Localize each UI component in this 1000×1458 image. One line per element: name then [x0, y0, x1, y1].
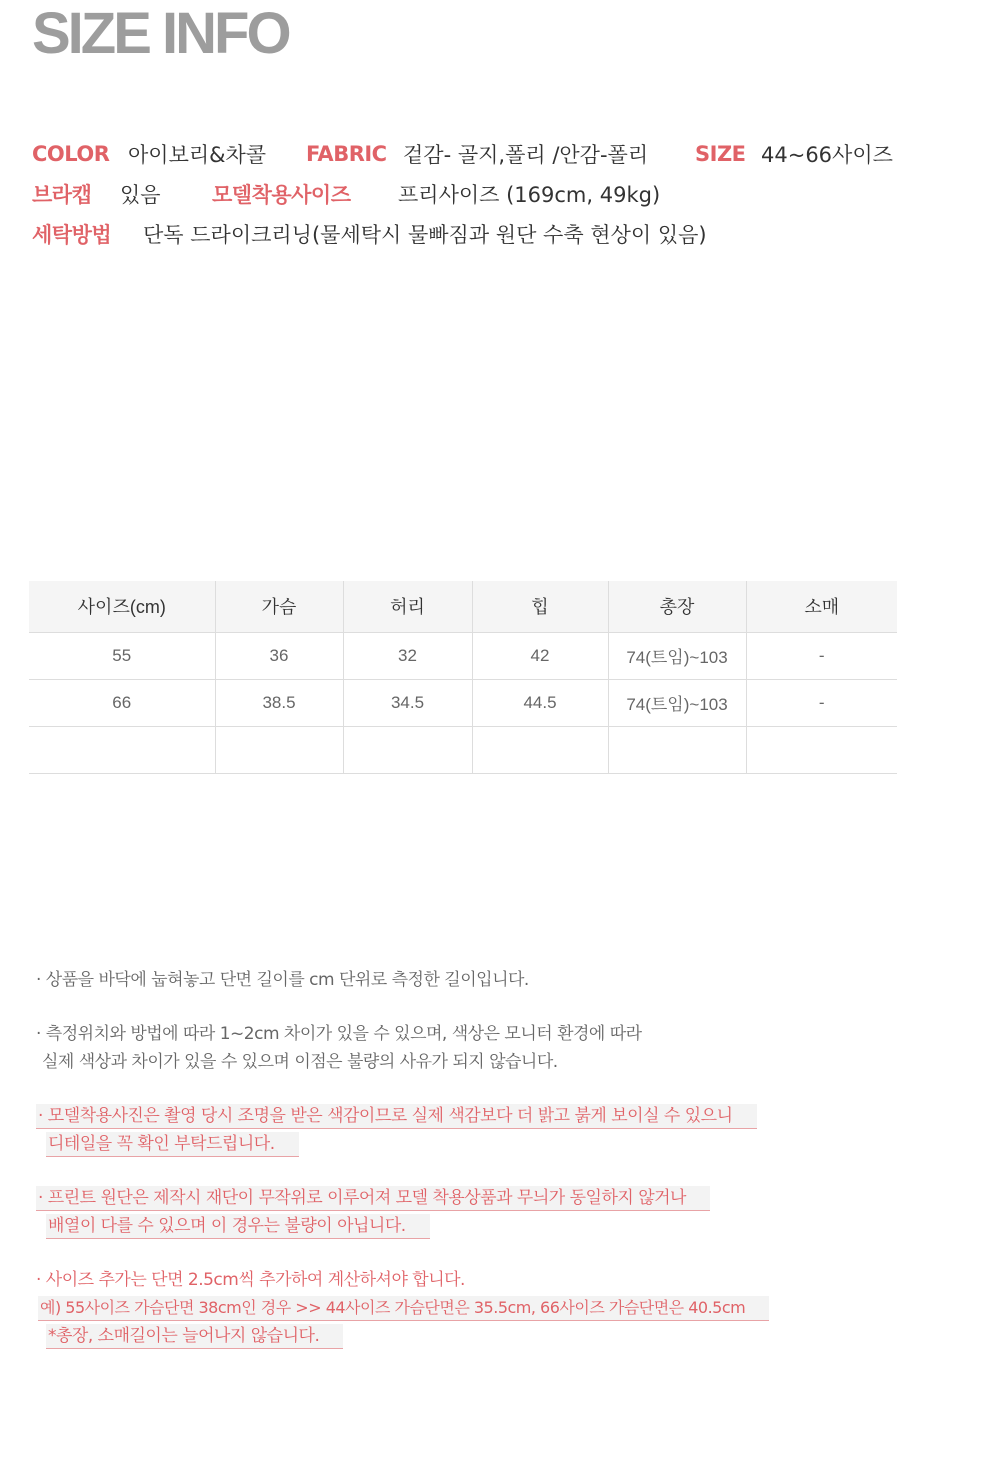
model-size-value: 프리사이즈 (169cm, 49kg)	[398, 183, 661, 207]
table-cell: 55	[29, 632, 215, 679]
table-cell	[608, 726, 746, 773]
info-line-1	[32, 138, 893, 170]
table-cell: 36	[215, 632, 343, 679]
note-print-fabric-text: · 프린트 원단은 제작시 재단이 무작위로 이루어져 모델 착용상품과 무늬가 동일하지 않거나	[36, 1186, 710, 1211]
table-cell: 38.5	[215, 679, 343, 726]
note-length-sleeve	[36, 1322, 769, 1350]
note-tolerance-cont: 실제 색상과 차이가 있을 수 있으며 이점은 불량의 사유가 되지 않습니다.	[42, 1052, 558, 1072]
bra-cap-value: 있음	[120, 183, 161, 207]
table-row	[29, 679, 897, 726]
size-table	[29, 581, 897, 774]
table-cell	[29, 726, 215, 773]
note-tolerance: · 측정위치와 방법에 따라 1~2cm 차이가 있을 수 있으며, 색상은 모니터 환경에 따라	[36, 1024, 642, 1044]
note-print-fabric-cont	[36, 1212, 769, 1240]
size-label: SIZE	[695, 142, 746, 166]
table-cell	[746, 726, 897, 773]
table-row	[29, 632, 897, 679]
header-hip: 힙	[472, 581, 608, 632]
note-model-photo	[36, 1102, 769, 1130]
color-label: COLOR	[32, 142, 110, 166]
table-header-row	[29, 581, 897, 632]
header-waist: 허리	[343, 581, 472, 632]
info-line-3	[32, 218, 707, 250]
note-size-example	[36, 1294, 769, 1322]
header-length: 총장	[608, 581, 746, 632]
bra-cap-label: 브라캡	[32, 183, 92, 207]
model-size-label: 모델착용사이즈	[212, 183, 351, 207]
wash-label: 세탁방법	[32, 223, 112, 247]
table-row	[29, 726, 897, 773]
table-cell: 74(트임)~103	[608, 632, 746, 679]
fabric-value: 겉감- 골지,폴리 /안감-폴리	[403, 143, 649, 167]
table-cell: 42	[472, 632, 608, 679]
table-cell	[343, 726, 472, 773]
table-cell: 66	[29, 679, 215, 726]
note-measurement: · 상품을 바닥에 눕혀놓고 단면 길이를 cm 단위로 측정한 길이입니다.	[36, 970, 529, 990]
wash-value: 단독 드라이크리닝(물세탁시 물빠짐과 원단 수축 현상이 있음)	[143, 223, 707, 247]
table-cell	[472, 726, 608, 773]
info-line-2	[32, 178, 660, 210]
note-size-add: · 사이즈 추가는 단면 2.5cm씩 추가하여 계산하셔야 합니다.	[36, 1270, 465, 1290]
note-model-photo-cont	[36, 1130, 769, 1158]
note-model-photo-cont-text: 디테일을 꼭 확인 부탁드립니다.	[46, 1132, 299, 1157]
header-chest: 가슴	[215, 581, 343, 632]
note-print-fabric-cont-text: 배열이 다를 수 있으며 이 경우는 불량이 아닙니다.	[46, 1214, 430, 1239]
note-print-fabric	[36, 1184, 769, 1212]
table-cell: 74(트임)~103	[608, 679, 746, 726]
notes-section	[36, 966, 769, 1350]
note-model-photo-text: · 모델착용사진은 촬영 당시 조명을 받은 색감이므로 실제 색감보다 더 밝고 붉게 보이실 수 있으니	[36, 1104, 757, 1129]
size-value: 44~66사이즈	[761, 143, 893, 167]
table-cell: -	[746, 632, 897, 679]
table-cell	[215, 726, 343, 773]
page-title: SIZE INFO	[32, 1, 289, 66]
note-size-example-text: 예) 55사이즈 가슴단면 38cm인 경우 >> 44사이즈 가슴단면은 35.5cm, 66사이즈 가슴단면은 40.5cm	[38, 1296, 769, 1321]
fabric-label: FABRIC	[306, 142, 387, 166]
header-sleeve: 소매	[746, 581, 897, 632]
header-size: 사이즈(cm)	[29, 581, 215, 632]
table-cell: 44.5	[472, 679, 608, 726]
table-cell: -	[746, 679, 897, 726]
color-value: 아이보리&차콜	[128, 143, 267, 167]
table-cell: 34.5	[343, 679, 472, 726]
table-cell: 32	[343, 632, 472, 679]
note-length-sleeve-text: *총장, 소매길이는 늘어나지 않습니다.	[46, 1324, 343, 1349]
